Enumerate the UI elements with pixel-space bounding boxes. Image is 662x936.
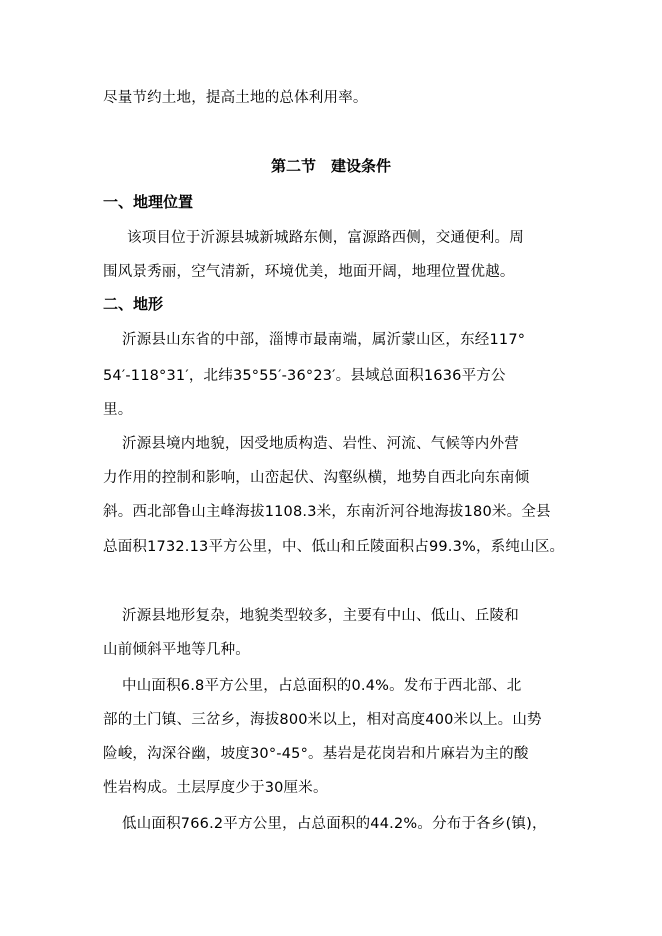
paragraph-line: 54′-118°31′，北纬35°55′-36°23′。县域总面积1636平方公 bbox=[103, 368, 506, 384]
paragraph-line: 力作用的控制和影响，山峦起伏、沟壑纵横，地势自西北向东南倾 bbox=[103, 470, 530, 486]
paragraph-line: 围风景秀丽，空气清新，环境优美，地面开阔，地理位置优越。 bbox=[103, 264, 515, 280]
paragraph-line: 沂源县地形复杂，地貌类型较多，主要有中山、低山、丘陵和 bbox=[122, 608, 519, 624]
paragraph-line: 部的土门镇、三岔乡，海拔800米以上，相对高度400米以上。山势 bbox=[103, 712, 542, 728]
paragraph-line: 低山面积766.2平方公里，占总面积的44.2%。分布于各乡(镇)， bbox=[122, 816, 547, 832]
paragraph-line: 里。 bbox=[103, 402, 133, 418]
paragraph-line: 中山面积6.8平方公里，占总面积的0.4%。发布于西北部、北 bbox=[122, 678, 522, 694]
continuation-text: 尽量节约土地，提高土地的总体利用率。 bbox=[103, 90, 368, 106]
paragraph-line: 斜。西北部鲁山主峰海拔1108.3米，东南沂河谷地海拔180米。全县 bbox=[103, 504, 551, 520]
paragraph-line: 该项目位于沂源县城新城路东侧，富源路西侧，交通便利。周 bbox=[127, 230, 524, 246]
paragraph-line: 沂源县境内地貌，因受地质构造、岩性、河流、气候等内外营 bbox=[122, 436, 519, 452]
section-title: 第二节 建设条件 bbox=[270, 157, 391, 175]
heading-terrain: 二、地形 bbox=[103, 295, 164, 313]
paragraph-line: 险峻，沟深谷幽，坡度30°-45°。基岩是花岗岩和片麻岩为主的酸 bbox=[103, 746, 529, 762]
heading-geographic-location: 一、地理位置 bbox=[103, 193, 194, 211]
paragraph-line: 性岩构成。土层厚度少于30厘米。 bbox=[103, 780, 328, 796]
paragraph-line: 沂源县山东省的中部，淄博市最南端，属沂蒙山区，东经117° bbox=[122, 332, 526, 348]
paragraph-line: 山前倾斜平地等几种。 bbox=[103, 642, 250, 658]
paragraph-line: 总面积1732.13平方公里，中、低山和丘陵面积占99.3%，系纯山区。 bbox=[103, 539, 565, 555]
